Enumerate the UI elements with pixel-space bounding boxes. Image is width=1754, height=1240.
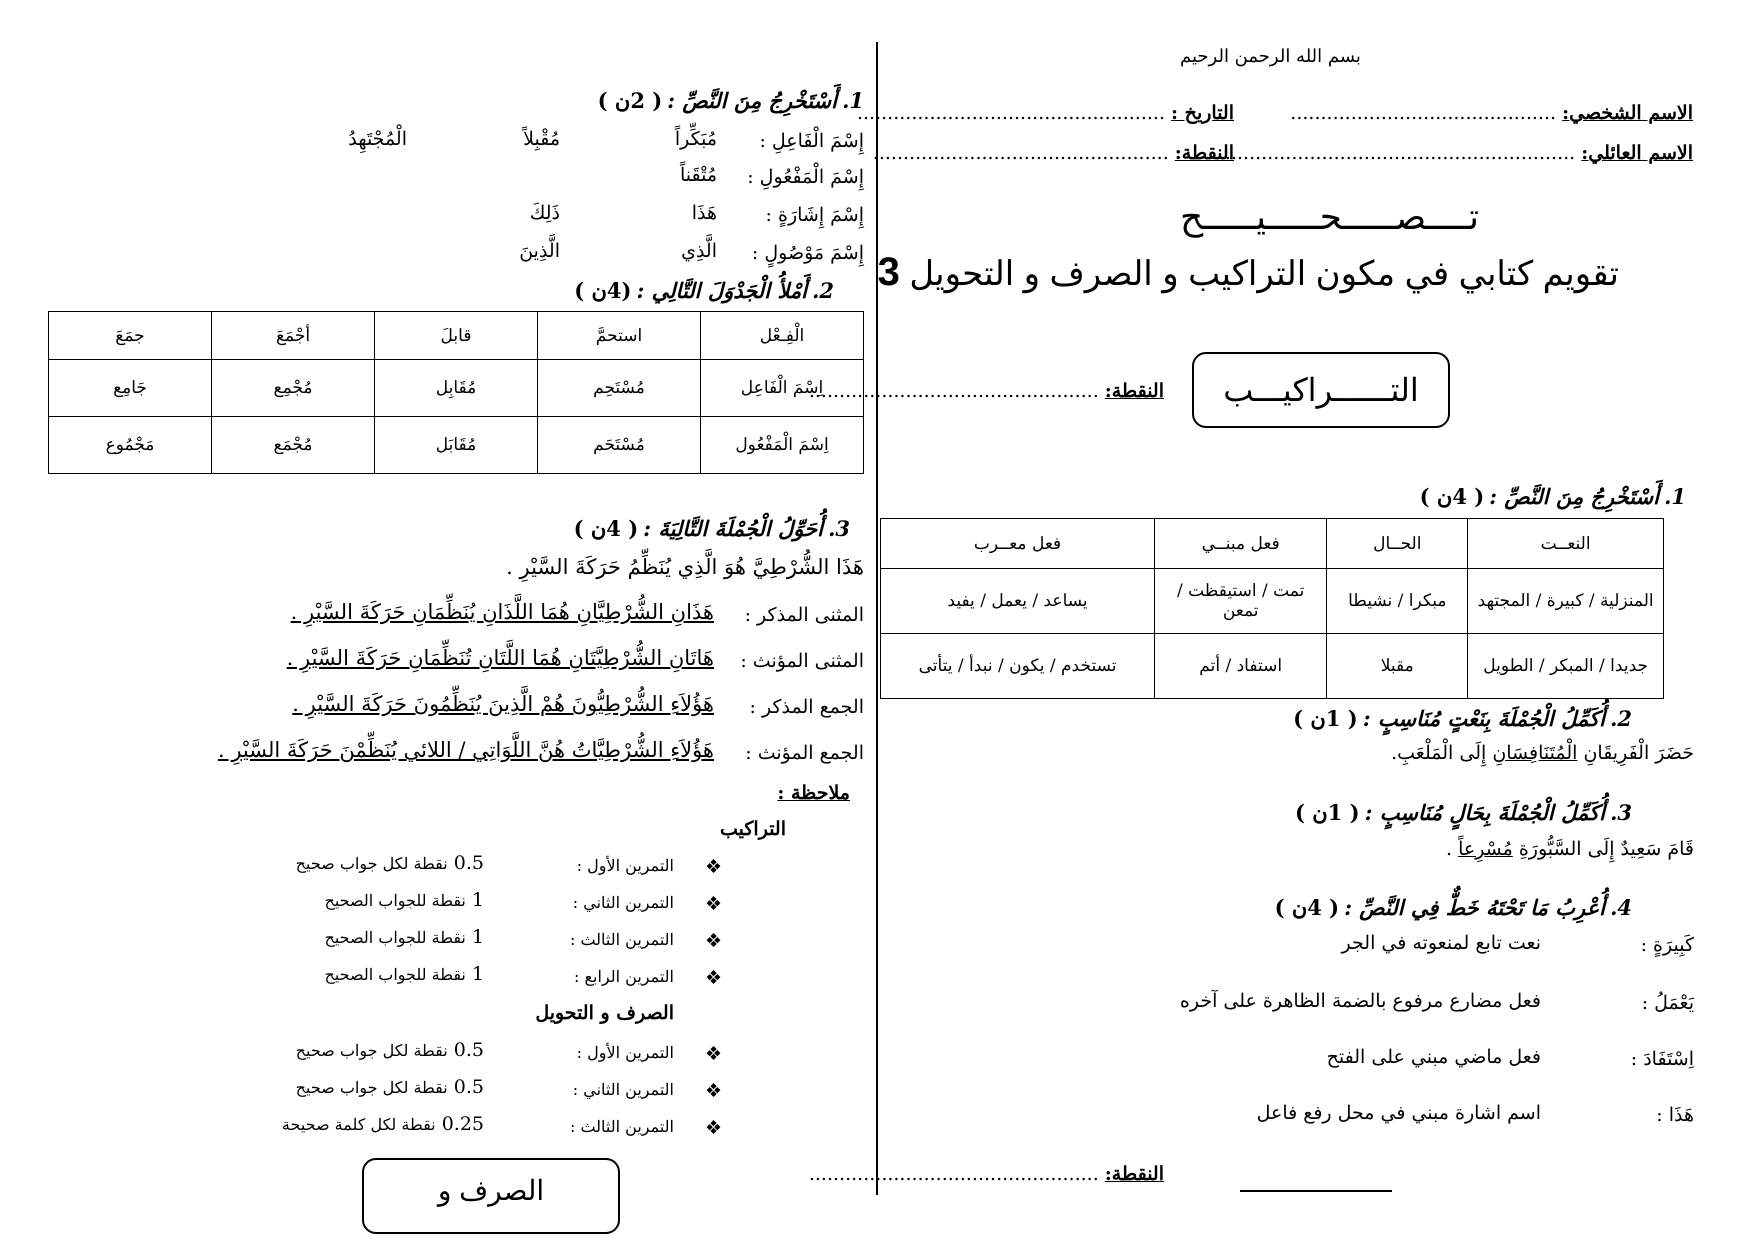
note-group-title: التراكيب bbox=[720, 818, 786, 840]
right-exercise-4-heading: 4. أُعْرِبُ مَا تَحْتَهُ خَطٌّ فِي النَّصِّ : ( 4ن ) bbox=[1274, 895, 1632, 920]
table-cell: مُجْمَع bbox=[212, 417, 375, 474]
note-label: التمرين الثالث : bbox=[569, 1117, 674, 1136]
table-cell: استفاد / أتم bbox=[1155, 634, 1327, 699]
table-cell: مُسْتَحِم bbox=[538, 360, 701, 417]
bottom-grade: النقطة: ................................................ bbox=[808, 1163, 1164, 1185]
note-title: ملاحظة : bbox=[777, 782, 850, 804]
parse-word: هَذَا : bbox=[1656, 1104, 1694, 1126]
date-field: التاريخ : ................................................... bbox=[856, 102, 1234, 124]
parse-answer: فعل ماضي مبني على الفتح bbox=[1326, 1046, 1541, 1068]
row-value: ذَلِكَ bbox=[529, 202, 560, 224]
table-cell: المنزلية / كبيرة / المجتهد bbox=[1468, 569, 1664, 634]
table-cell: أجْمَعَ bbox=[212, 312, 375, 360]
transform-answer: هَاتَانِ الشُّرْطِيَّتَانِ هُمَا اللَّتَانِ تُنَظِّمَانِ حَرَكَةَ السَّيْرِ . bbox=[286, 646, 714, 670]
parse-word: اِسْتَفَادَ : bbox=[1630, 1048, 1694, 1070]
table-cell: اِسْمَ الْمَفْعُول bbox=[701, 417, 864, 474]
note-score: 0.5 نقطة لكل جواب صحيح bbox=[295, 1039, 484, 1061]
parse-word: يَعْمَلُ : bbox=[1641, 992, 1694, 1014]
row-value: مُقْبِلاً bbox=[523, 128, 560, 150]
grade-field: النقطة: ................................................. bbox=[872, 142, 1234, 164]
transform-answer: هَؤُلاَءِ الشُّرْطِيُّونَ هُمْ الَّذِينَ يُنَظِّمُونَ حَرَكَةَ السَّيْرِ . bbox=[292, 692, 714, 716]
grade-label: النقطة: bbox=[1174, 142, 1234, 164]
row-label: إِسْمَ الْمَفْعُولِ : bbox=[747, 166, 864, 188]
note-score: 1 نقطة للجواب الصحيح bbox=[324, 963, 484, 985]
row-value: الَّذِينَ bbox=[519, 240, 560, 262]
left-exercise-2-heading: 2. أَمْلأُ الْجَدْوَلَ التَّالِي : (4ن ) bbox=[574, 278, 834, 303]
row-value: مُتْقَناً bbox=[679, 164, 717, 186]
right-exercise-2-sentence: حَضَرَ الْفَرِيقَانِ الْمُتَنَافِسَانِ إِلَى الْمَلْعَبِ. bbox=[1391, 742, 1694, 764]
table-cell: قابلَ bbox=[375, 312, 538, 360]
title-number: 3 bbox=[877, 250, 900, 294]
family-name-label: الاسم العائلي: bbox=[1581, 142, 1693, 164]
correction-title: تــــصـــــحـــــيـــــح bbox=[1180, 196, 1479, 237]
note-score: 1 نقطة للجواب الصحيح bbox=[324, 926, 484, 948]
row-label: إِسْمَ إِشَارَةٍ : bbox=[765, 204, 864, 226]
parse-answer: اسم اشارة مبني في محل رفع فاعل bbox=[1256, 1102, 1541, 1124]
note-score: 1 نقطة للجواب الصحيح bbox=[324, 889, 484, 911]
note-label: التمرين الثاني : bbox=[572, 893, 674, 912]
note-score: 0.5 نقطة لكل جواب صحيح bbox=[295, 1076, 484, 1098]
transform-label: الجمع المذكر : bbox=[749, 696, 864, 718]
table-cell: تمت / استيقظت / تمعن bbox=[1155, 569, 1327, 634]
parse-answer: فعل مضارع مرفوع بالضمة الظاهرة على آخره bbox=[1179, 990, 1541, 1012]
bullet-icon: ❖ bbox=[704, 930, 722, 952]
table-row bbox=[881, 569, 1664, 634]
tarakib-grade: النقطة: ................................................ bbox=[808, 380, 1164, 402]
row-label: إِسْمَ مَوْصُولٍ : bbox=[751, 242, 864, 264]
right-exercise-2-heading: 2. أُكَمِّلُ الْجُمْلَةَ بِنَعْتٍ مُنَاسِبٍ : ( 1ن ) bbox=[1293, 706, 1632, 731]
bullet-icon: ❖ bbox=[704, 1080, 722, 1102]
answer-word: مُسْرِعاً bbox=[1458, 838, 1513, 860]
table-cell: استحمَّ bbox=[538, 312, 701, 360]
base-sentence: هَذَا الشُّرْطِيَّ هُوَ الَّذِي يُنَظِّمُ حَرَكَةَ السَّيْرِ . bbox=[506, 555, 864, 579]
table-cell: مبكرا / نشيطا bbox=[1327, 569, 1468, 634]
right-exercise-3-heading: 3. أُكَمِّلُ الْجُمْلَةَ بِحَالٍ مُنَاسِبٍ : ( 1ن ) bbox=[1295, 800, 1632, 825]
row-label: إِسْمَ الْفَاعِلِ : bbox=[759, 130, 864, 152]
note-label: التمرين الثاني : bbox=[572, 1080, 674, 1099]
note-label: التمرين الرابع : bbox=[574, 967, 674, 986]
table-cell: يساعد / يعمل / يفيد bbox=[881, 569, 1155, 634]
table-cell: مَجْمُوع bbox=[49, 417, 212, 474]
note-score: 0.25 نقطة لكل كلمة صحيحة bbox=[281, 1113, 484, 1135]
note-group-title: الصرف و التحويل bbox=[535, 1002, 674, 1024]
table-header-cell: فعل معــرب bbox=[881, 519, 1155, 569]
table-cell: اِسْمَ الْفَاعِل bbox=[701, 360, 864, 417]
right-exercise-1-heading: 1. أَسْتَخْرِجُ مِنَ النَّصِّ : ( 4ن ) bbox=[1419, 484, 1686, 509]
table-cell: مُسْتَحَم bbox=[538, 417, 701, 474]
left-exercise-3-heading: 3. أُحَوِّلُ الْجُمْلَةَ التَّالِيَةَ : ( 4ن ) bbox=[573, 516, 850, 541]
table-cell: مُجْمِع bbox=[212, 360, 375, 417]
table-cell: مُقَابِل bbox=[375, 360, 538, 417]
transform-answer: هَؤُلاَءِ الشُّرْطِيَّاتُ هُنَّ اللَّوَاتِي / اللائي يُنَظِّمْنَ حَرَكَةَ السَّيْرِ . bbox=[217, 738, 714, 762]
bullet-icon: ❖ bbox=[704, 1117, 722, 1139]
column-divider bbox=[876, 42, 878, 1195]
table-header-row bbox=[881, 519, 1664, 569]
note-score: 0.5 نقطة لكل جواب صحيح bbox=[295, 852, 484, 874]
bullet-icon: ❖ bbox=[704, 1043, 722, 1065]
transform-answer: هَذَانِ الشُّرْطِيَّانِ هُمَا اللَّذَانِ يُنَظِّمَانِ حَرَكَةَ السَّيْرِ . bbox=[290, 600, 714, 624]
transform-label: الجمع المؤنث : bbox=[745, 742, 864, 764]
row-value: الْمُجْتَهِدُ bbox=[348, 128, 407, 150]
left-exercise-1-heading: 1. أَسْتَخْرِجُ مِنَ النَّصِّ : ( 2ن ) bbox=[597, 88, 864, 113]
table-cell: مقبلا bbox=[1327, 634, 1468, 699]
name-label: الاسم الشخصي: bbox=[1562, 102, 1693, 124]
note-label: التمرين الأول : bbox=[576, 856, 674, 875]
right-exercise-1-table bbox=[880, 518, 1664, 699]
row-value: الَّذِي bbox=[681, 240, 717, 262]
table-row bbox=[49, 360, 864, 417]
sarf-box: الصرف و bbox=[362, 1158, 620, 1234]
table-row bbox=[49, 417, 864, 474]
parse-answer: نعت تابع لمنعوته في الجر bbox=[1341, 932, 1541, 954]
table-row bbox=[49, 312, 864, 360]
bullet-icon: ❖ bbox=[704, 856, 722, 878]
row-value: هَذَا bbox=[691, 202, 717, 224]
tarakib-box: التــــــراكيـــب bbox=[1192, 352, 1450, 428]
table-cell: جمَعَ bbox=[49, 312, 212, 360]
basmala: بسم الله الرحمن الرحيم bbox=[1180, 46, 1361, 67]
answer-word: الْمُتَنَافِسَانِ bbox=[1492, 742, 1578, 764]
table-header-cell: النعــت bbox=[1468, 519, 1664, 569]
parse-word: كَبِيرَةٍ : bbox=[1640, 934, 1694, 956]
table-cell: جَامِع bbox=[49, 360, 212, 417]
family-name-field: الاسم العائلي: .......................................................... bbox=[1224, 142, 1693, 164]
transform-label: المثنى المذكر : bbox=[744, 604, 864, 626]
name-field: الاسم الشخصي: ............................................ bbox=[1290, 102, 1693, 124]
row-value: مُبَكِّراً bbox=[674, 128, 717, 150]
signature-line bbox=[1240, 1190, 1392, 1192]
table-cell: جديدا / المبكر / الطويل bbox=[1468, 634, 1664, 699]
table-header-cell: الحــال bbox=[1327, 519, 1468, 569]
table-header-cell: فعل مبنــي bbox=[1155, 519, 1327, 569]
table-cell: الْفِـعْل bbox=[701, 312, 864, 360]
bullet-icon: ❖ bbox=[704, 967, 722, 989]
table-row bbox=[881, 634, 1664, 699]
left-exercise-2-table bbox=[48, 311, 864, 474]
right-exercise-3-sentence: قَامَ سَعِيدٌ إِلَى السَّبُّورَةِ مُسْرِعاً . bbox=[1445, 838, 1694, 860]
date-label: التاريخ : bbox=[1171, 102, 1234, 124]
table-cell: مُقَابَل bbox=[375, 417, 538, 474]
note-label: التمرين الثالث : bbox=[569, 930, 674, 949]
note-label: التمرين الأول : bbox=[576, 1043, 674, 1062]
table-cell: تستخدم / يكون / نبدأ / يتأتى bbox=[881, 634, 1155, 699]
main-title: تقويم كتابي في مكون التراكيب و الصرف و التحويل 3 bbox=[877, 250, 1619, 294]
transform-label: المثنى المؤنث : bbox=[740, 650, 864, 672]
bullet-icon: ❖ bbox=[704, 893, 722, 915]
